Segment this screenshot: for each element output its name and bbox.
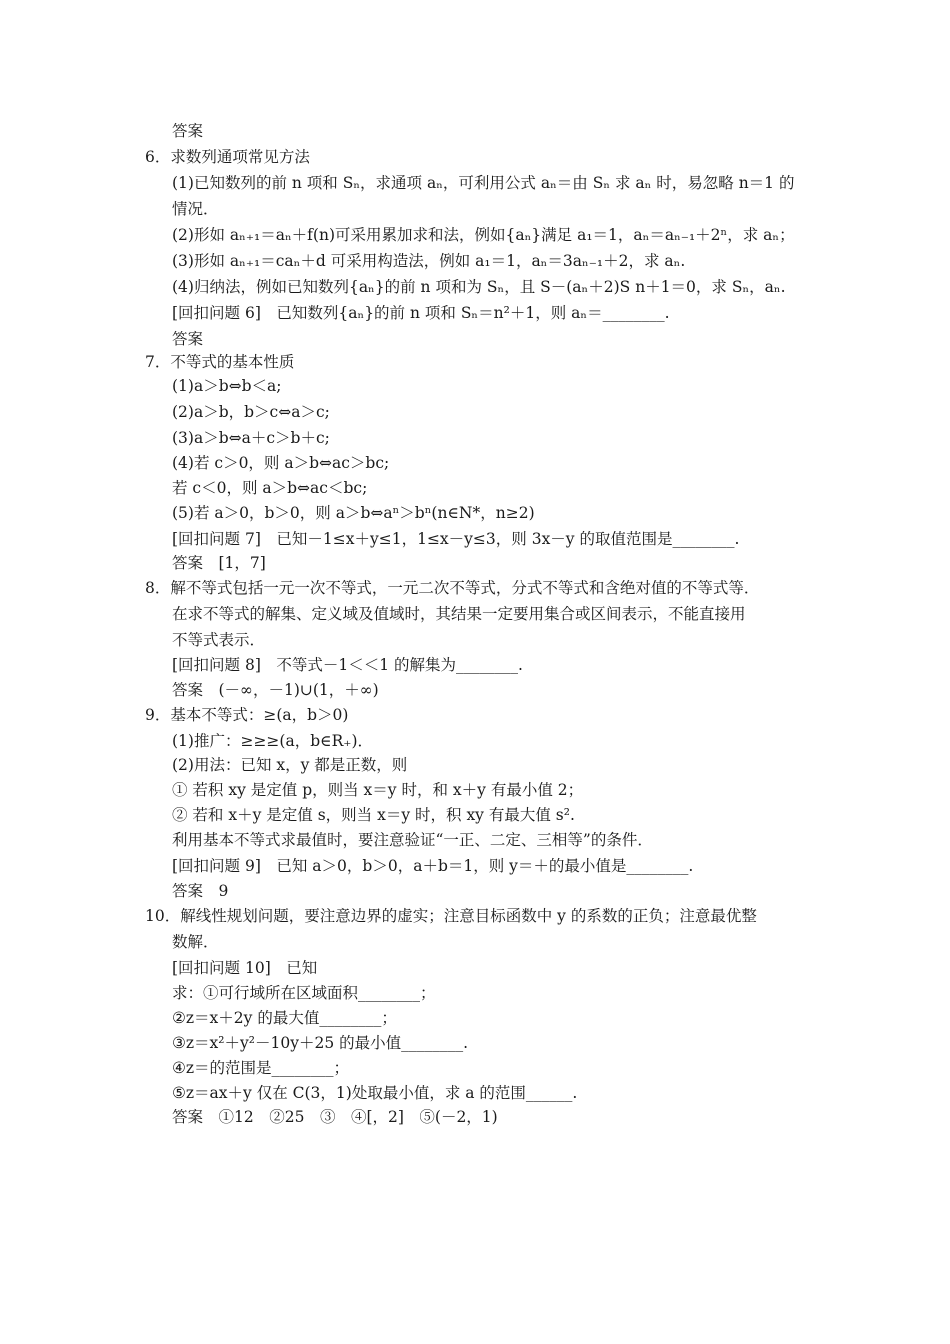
section-heading-7: 7．不等式的基本性质 [145,353,295,371]
review-question-10: [回扣问题 10] 已知 [172,959,318,977]
section-heading-10: 10．解线性规划问题，要注意边界的虚实；注意目标函数中 y 的系数的正负；注意最优整 [145,907,757,925]
review-question-8: [回扣问题 8] 不等式－1＜＜1 的解集为________. [172,656,523,674]
text-line: ③z＝x²＋y²－10y＋25 的最小值________. [172,1034,469,1052]
text-line: 求：①可行域所在区域面积________； [172,984,436,1002]
review-question-6: [回扣问题 6] 已知数列{aₙ}的前 n 项和 Sₙ＝n²＋1，则 aₙ＝________. [172,304,670,322]
text-line: 在求不等式的解集、定义域及值域时，其结果一定要用集合或区间表示，不能直接用 [172,605,746,623]
text-line: (2)a＞b，b＞c⇔a＞c; [172,403,330,421]
text-line: (5)若 a＞0，b＞0，则 a＞b⇔aⁿ＞bⁿ(n∈N*，n≥2) [172,504,535,522]
answer-label: 答案 [172,122,204,140]
answer-line: 答案 [1，7] [172,554,266,572]
review-question-9: [回扣问题 9] 已知 a＞0，b＞0，a＋b＝1，则 y＝＋的最小值是________. [172,857,694,875]
text-line: 若 c＜0，则 a＞b⇔ac＜bc; [172,479,368,497]
text-line: (2)形如 aₙ₊₁＝aₙ＋f(n)可采用累加求和法，例如{aₙ}满足 a₁＝1，aₙ＝aₙ₋₁＋2ⁿ，求 aₙ； [172,226,795,244]
text-line: ⑤z＝ax＋y 仅在 C(3，1)处取最小值，求 a 的范围______. [172,1084,578,1102]
answer-line: 答案 9 [172,882,229,900]
text-line: 情况． [172,200,219,218]
text-line: (1)a＞b⇔b＜a; [172,377,282,395]
text-line: ②z＝x＋2y 的最大值________； [172,1009,397,1027]
text-line: (3)a＞b⇔a＋c＞b＋c; [172,429,330,447]
text-line: 不等式表示． [172,631,266,649]
section-heading-6: 6．求数列通项常见方法 [145,148,310,166]
text-line: (4)若 c＞0，则 a＞b⇔ac＞bc; [172,454,390,472]
text-line: ④z＝的范围是________； [172,1059,350,1077]
section-heading-8: 8．解不等式包括一元一次不等式，一元二次不等式，分式不等式和含绝对值的不等式等． [145,579,760,597]
answer-label: 答案 [172,330,204,348]
section-heading-9: 9．基本不等式：≥(a，b＞0) [145,706,349,724]
text-line: (1)已知数列的前 n 项和 Sₙ，求通项 aₙ，可利用公式 aₙ＝由 Sₙ 求 aₙ 时，易忽略 n＝1 的 [172,174,795,192]
text-line: ① 若积 xy 是定值 p，则当 x＝y 时，和 x＋y 有最小值 2； [172,781,584,799]
text-line: 利用基本不等式求最值时，要注意验证“一正、二定、三相等”的条件． [172,831,653,849]
text-line: 数解． [172,933,219,951]
text-line: (3)形如 aₙ₊₁＝caₙ＋d 可采用构造法，例如 a₁＝1，aₙ＝3aₙ₋₁＋2，求 aₙ. [172,252,686,270]
answer-line: 答案 (－∞，－1)∪(1，＋∞) [172,681,379,699]
text-line: (4)归纳法，例如已知数列{aₙ}的前 n 项和为 Sₙ，且 S－(aₙ＋2)S n＋1＝0，求 Sₙ，aₙ. [172,278,786,296]
review-question-7: [回扣问题 7] 已知－1≤x＋y≤1，1≤x－y≤3，则 3x－y 的取值范围是________. [172,530,740,548]
text-line: ② 若和 x＋y 是定值 s，则当 x＝y 时，积 xy 有最大值 s². [172,806,575,824]
text-line: (1)推广：≥≥≥(a，b∈R₊)． [172,732,374,750]
text-line: (2)用法：已知 x，y 都是正数，则 [172,756,408,774]
answer-line: 答案 ①12 ②25 ③ ④[，2] ⑤(－2，1) [172,1108,498,1126]
